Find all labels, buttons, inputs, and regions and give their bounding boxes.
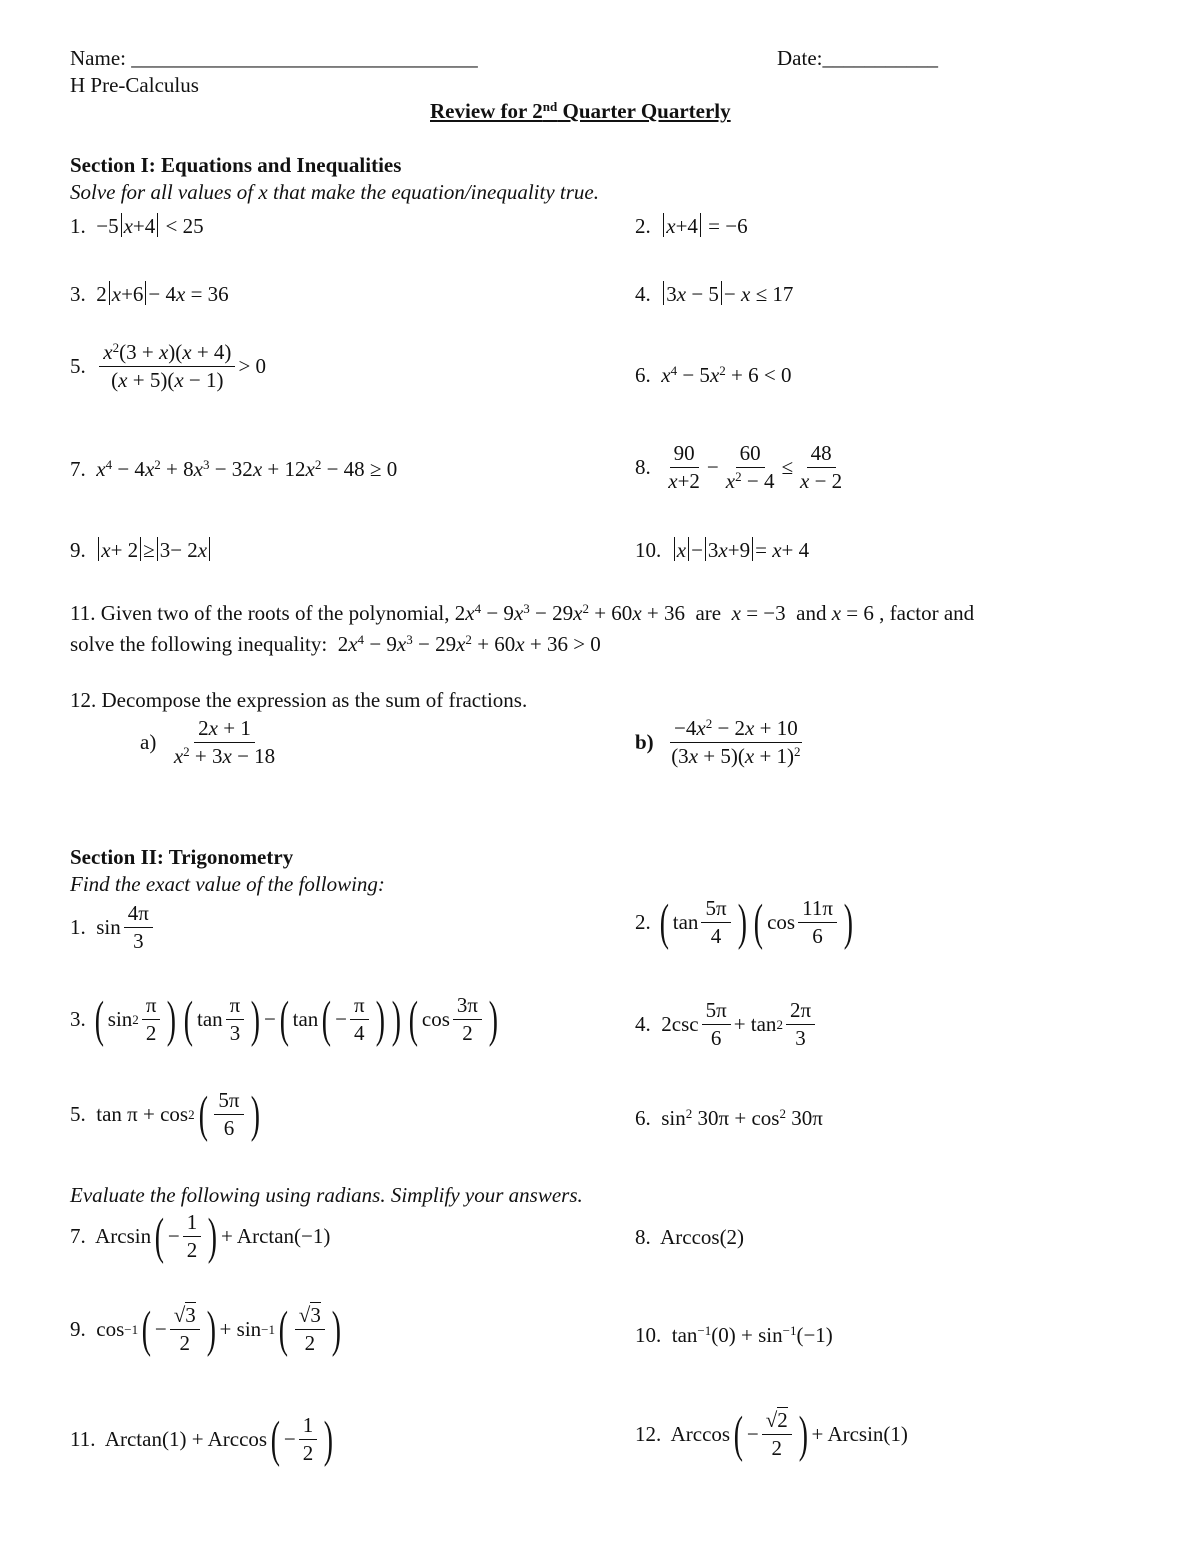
problem-1-7: 7. $x^4 - 4x^2 + 8x^3 - 32x + 12x^2 - 48 \ge 0$ <box>70 456 398 481</box>
name-field-label: Name: _________________________________ <box>70 46 478 70</box>
problem-1-4: 4. 3x − 5 − x ≤ 17 <box>635 281 794 306</box>
section-2-instructions-2: Evaluate the following using radians. Simplify your answers. <box>70 1183 583 1207</box>
section-2-heading: Section II: Trigonometry <box>70 845 294 869</box>
problem-1-2: 2. x+4 = −6 <box>635 213 748 238</box>
problem-2-8: 8. Arccos(2) <box>635 1225 745 1249</box>
problem-1-12-prompt: 12. Decompose the expression as the sum of fractions. <box>70 688 528 712</box>
problem-2-6: 6. $\sin^2 30\pi + \cos^2 30\pi$ <box>635 1105 823 1130</box>
problem-1-12a: a) $\frac{2x + 1}{x^2 + 3x - 18}$ <box>140 716 276 768</box>
problem-2-9: 9. cos −1 ( − $\frac{√3}{2}$ ) + sin −1 ( $\frac{√3}{2}$ ) <box>70 1301 341 1358</box>
problem-1-9: 9. x+ 2 ≥ 3− 2x <box>70 537 212 561</box>
problem-1-11-line2: solve the following inequality: $2x^4 - 9x^3 - 29x^2 + 60x + 36 > 0$ <box>70 631 601 656</box>
problem-2-5: 5. tan π + cos 2 ( $\frac{5\pi}{6}$ ) <box>70 1086 260 1143</box>
problem-1-1: 1. −5 x+4 < 25 <box>70 213 204 238</box>
problem-2-12: 12. Arccos ( − $\frac{√2}{2}$ ) + Arcsin(1) <box>635 1406 908 1463</box>
page-title: Review for 2nd Quarter Quarterly <box>430 98 731 123</box>
section-2-instructions-1: Find the exact value of the following: <box>70 872 385 896</box>
problem-1-8: 8. $\frac{90}{x+2}$ − $\frac{60}{x^2 - 4}$ ≤ $\frac{48}{x - 2}$ <box>635 441 843 493</box>
problem-2-3: 3. ( sin 2 $\frac{\pi}{2}$ ) ( tan $\frac{\pi}{3}$ ) − ( tan ( − $\frac{\pi}{4}$ ) ) ( cos $\frac{3\pi}{2}$ ) <box>70 991 499 1048</box>
section-1-heading: Section I: Equations and Inequalities <box>70 153 402 177</box>
course-name: H Pre-Calculus <box>70 73 199 97</box>
problem-2-1: 1. sin $\frac{4\pi}{3}$ <box>70 903 156 952</box>
problem-2-10: 10. $\tan^{-1}(0) + \sin^{-1}(-1)$ <box>635 1322 833 1347</box>
section-1-instructions: Solve for all values of x that make the equation/inequality true. <box>70 180 599 204</box>
problem-1-3: 3. 2 x+6 − 4x = 36 <box>70 281 229 306</box>
problem-1-12b: b) $\frac{-4x^2 - 2x + 10}{(3x + 5)(x + 1)^2}$ <box>635 715 801 768</box>
problem-2-4: 4. 2csc $\frac{5\pi}{6}$ + tan 2 $\frac{2\pi}{3}$ <box>635 1000 818 1049</box>
problem-1-6: 6. $x^4 - 5x^2 + 6 < 0$ <box>635 362 792 387</box>
problem-1-11-line1: 11. Given two of the roots of the polynomial, $2x^4 - 9x^3 - 29x^2 + 60x + 36$ are x = −3 and x = 6 , factor and <box>70 600 975 625</box>
problem-1-10: 10. x − 3x+9 = x+ 4 <box>635 537 810 562</box>
problem-1-5: 5. $\frac{x^2(3 + x)(x + 4)}{(x + 5)(x - 1)}$ > 0 <box>70 339 267 392</box>
problem-2-11: 11. Arctan(1) + Arccos ( − $\frac{1}{2}$ ) <box>70 1411 334 1468</box>
problem-2-2: 2. ( tan $\frac{5\pi}{4}$ ) ( cos $\frac{11\pi}{6}$ ) <box>635 894 853 951</box>
problem-2-7: 7. Arcsin ( − $\frac{1}{2}$ ) + Arctan(−1) <box>70 1208 331 1265</box>
date-field-label: Date:___________ <box>777 46 938 70</box>
